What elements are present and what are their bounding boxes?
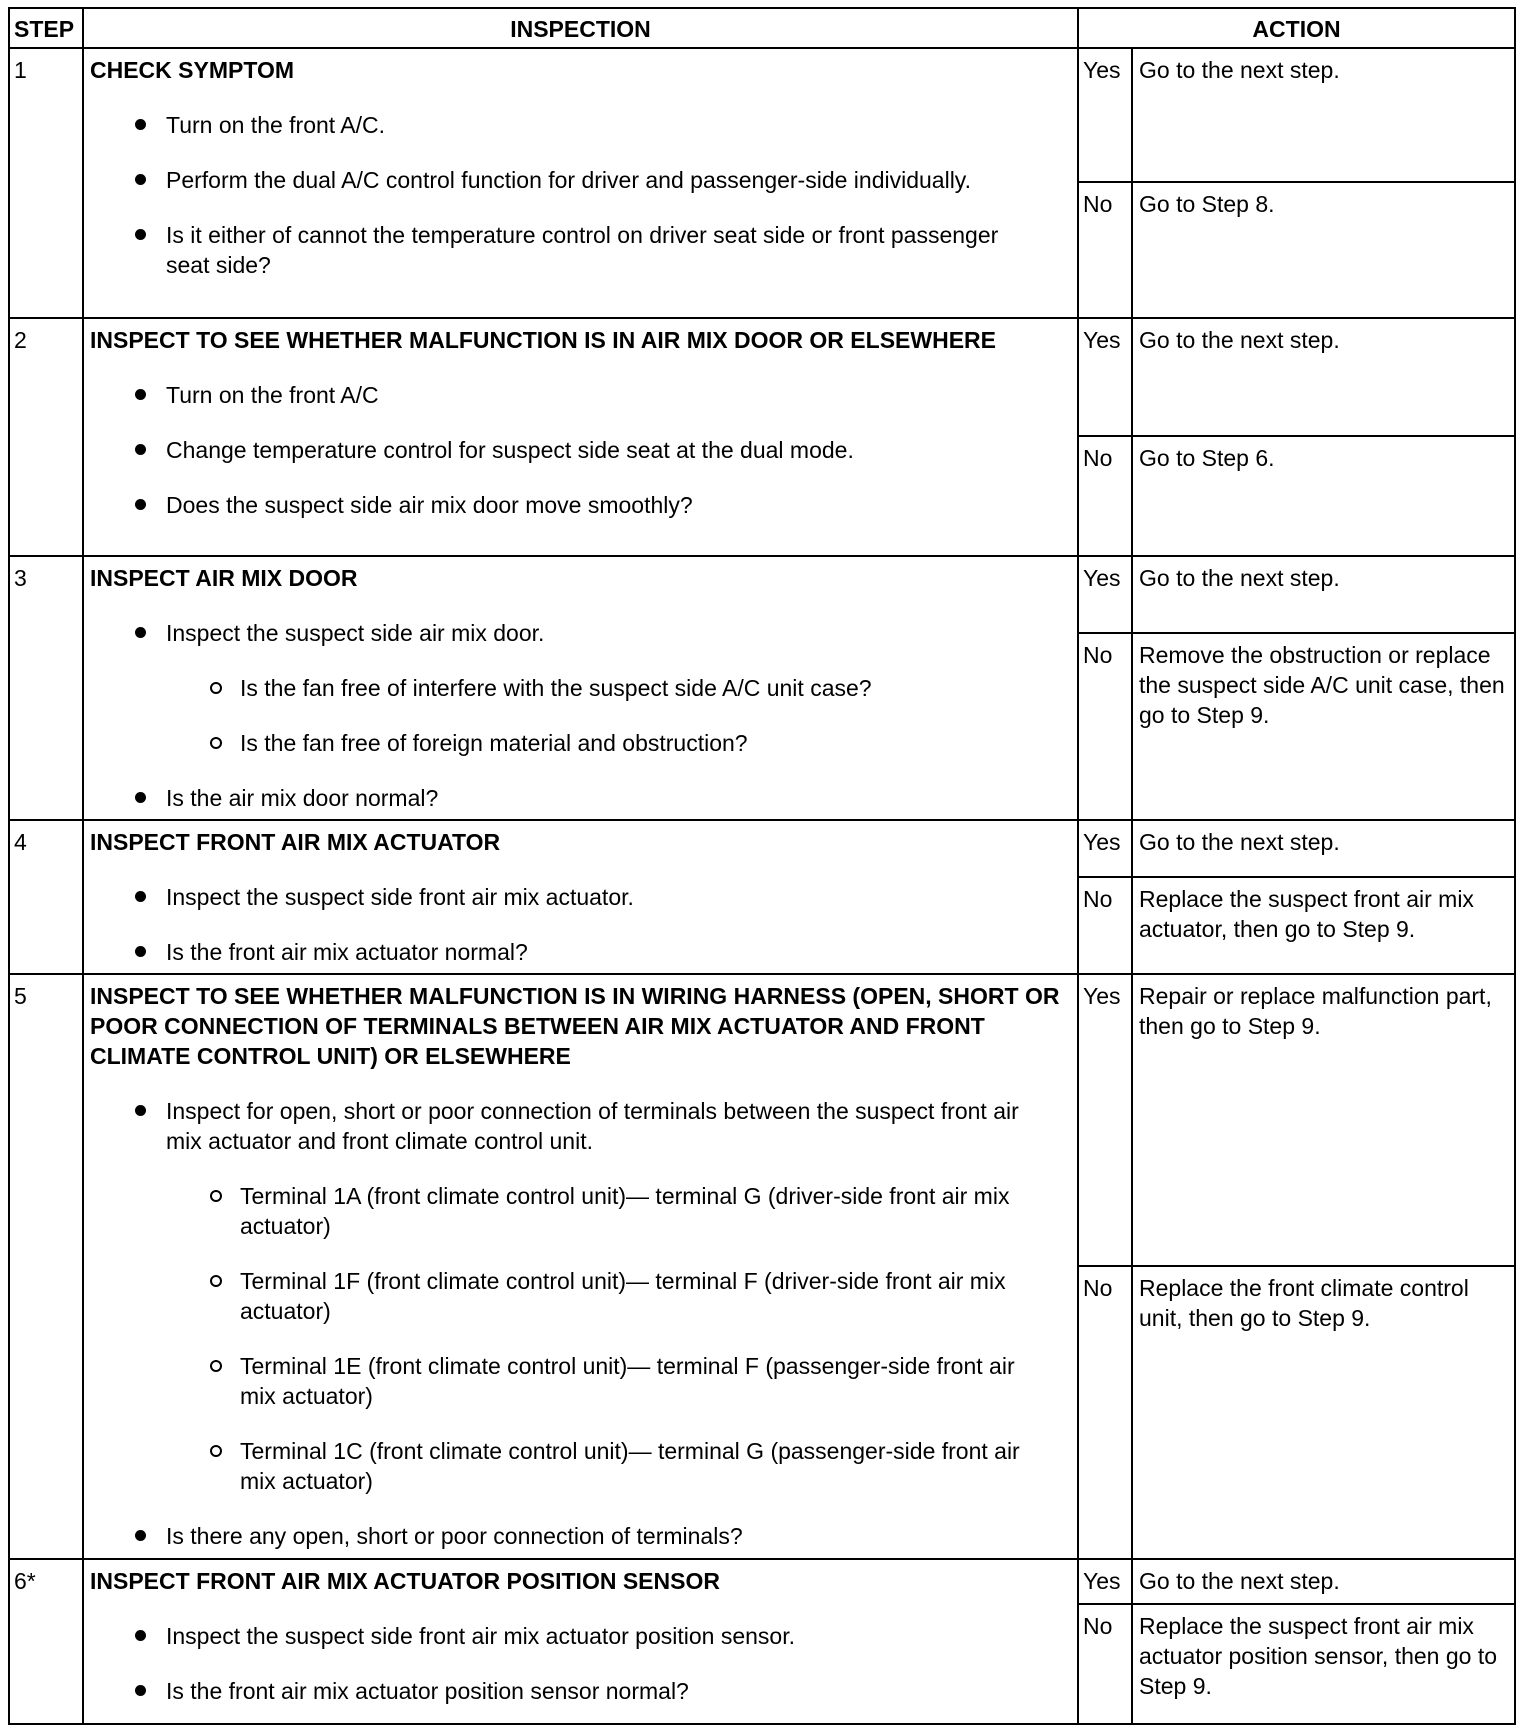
yes-label: Yes <box>1078 318 1132 436</box>
sub-bullet-item: Is the fan free of interfere with the suspect side A/C unit case? <box>90 673 1031 703</box>
yes-action: Go to the next step. <box>1132 820 1515 877</box>
bullet-item: Is it either of cannot the temperature control on driver seat side or front passenger seat side? <box>90 220 1031 280</box>
step-title: INSPECT FRONT AIR MIX ACTUATOR <box>90 829 501 855</box>
yes-action: Go to the next step. <box>1132 318 1515 436</box>
sub-bullet-item: Terminal 1C (front climate control unit)— terminal G (passenger-side front air mix actuator) <box>90 1436 1031 1496</box>
yes-action: Repair or replace malfunction part, then go to Step 9. <box>1132 974 1515 1266</box>
no-action: Replace the suspect front air mix actuator, then go to Step 9. <box>1132 877 1515 974</box>
bullet-item: Change temperature control for suspect side seat at the dual mode. <box>90 435 1031 465</box>
no-action: Replace the suspect front air mix actuator position sensor, then go to Step 9. <box>1132 1604 1515 1724</box>
no-label: No <box>1078 436 1132 556</box>
no-label: No <box>1078 633 1132 820</box>
step-1-yes-row <box>9 48 1515 182</box>
step-3-yes-row <box>9 556 1515 633</box>
step-5-inspection <box>83 974 1078 1559</box>
no-action: Go to Step 6. <box>1132 436 1515 556</box>
action-header: ACTION <box>1078 8 1515 48</box>
bullet-item: Is there any open, short or poor connection of terminals? <box>90 1521 1031 1551</box>
bullet-item: Is the front air mix actuator position sensor normal? <box>90 1676 1031 1706</box>
bullet-item: Turn on the front A/C <box>90 380 1031 410</box>
step-title: INSPECT TO SEE WHETHER MALFUNCTION IS IN AIR MIX DOOR OR ELSEWHERE <box>90 327 996 353</box>
step-title: INSPECT FRONT AIR MIX ACTUATOR POSITION SENSOR <box>90 1568 720 1594</box>
header-row <box>9 8 1515 48</box>
step-4-yes-row <box>9 820 1515 877</box>
step-4-inspection <box>83 820 1078 974</box>
step-1-inspection <box>83 48 1078 318</box>
yes-action: Go to the next step. <box>1132 48 1515 182</box>
no-label: No <box>1078 182 1132 318</box>
step-number: 1 <box>9 48 83 318</box>
bullet-item: Is the front air mix actuator normal? <box>90 937 1031 967</box>
inspection-header: INSPECTION <box>83 8 1078 48</box>
sub-bullet-item: Terminal 1E (front climate control unit)— terminal F (passenger-side front air mix actuator) <box>90 1351 1031 1411</box>
step-number: 4 <box>9 820 83 974</box>
bullet-item: Inspect for open, short or poor connection of terminals between the suspect front air mix actuator and front climate control unit. <box>90 1096 1031 1156</box>
step-2-inspection <box>83 318 1078 556</box>
sub-bullet-item: Terminal 1A (front climate control unit)— terminal G (driver-side front air mix actuator) <box>90 1181 1031 1241</box>
yes-action: Go to the next step. <box>1132 556 1515 633</box>
no-action: Replace the front climate control unit, then go to Step 9. <box>1132 1266 1515 1559</box>
yes-label: Yes <box>1078 48 1132 182</box>
no-label: No <box>1078 1604 1132 1724</box>
step-2-yes-row <box>9 318 1515 436</box>
sub-bullet-item: Is the fan free of foreign material and obstruction? <box>90 728 1031 758</box>
no-label: No <box>1078 1266 1132 1559</box>
bullet-item: Inspect the suspect side front air mix actuator. <box>90 882 1031 912</box>
bullet-item: Turn on the front A/C. <box>90 110 1031 140</box>
step-3-inspection <box>83 556 1078 820</box>
yes-action: Go to the next step. <box>1132 1559 1515 1604</box>
step-5-yes-row <box>9 974 1515 1266</box>
step-6-yes-row <box>9 1559 1515 1604</box>
bullet-item: Does the suspect side air mix door move smoothly? <box>90 490 1031 520</box>
step-title: CHECK SYMPTOM <box>90 57 295 83</box>
step-header: STEP <box>9 8 83 48</box>
bullet-item: Inspect the suspect side air mix door. <box>90 618 1031 648</box>
step-6-inspection <box>83 1559 1078 1724</box>
step-title: INSPECT TO SEE WHETHER MALFUNCTION IS IN WIRING HARNESS (OPEN, SHORT OR POOR CONNECTION OF TERMINALS BETWEEN AIR MIX ACTUATOR AND FRONT CLIMATE CONTROL UNIT) OR ELSEWHERE <box>90 983 1060 1069</box>
no-action: Remove the obstruction or replace the suspect side A/C unit case, then go to Step 9. <box>1132 633 1515 820</box>
no-action: Go to Step 8. <box>1132 182 1515 318</box>
bullet-item: Is the air mix door normal? <box>90 783 1031 813</box>
step-title: INSPECT AIR MIX DOOR <box>90 565 358 591</box>
yes-label: Yes <box>1078 556 1132 633</box>
bullet-item: Perform the dual A/C control function for driver and passenger-side individually. <box>90 165 1031 195</box>
diagnostic-table <box>8 7 1516 1725</box>
sub-bullet-item: Terminal 1F (front climate control unit)— terminal F (driver-side front air mix actuator) <box>90 1266 1031 1326</box>
no-label: No <box>1078 877 1132 974</box>
yes-label: Yes <box>1078 1559 1132 1604</box>
step-number: 3 <box>9 556 83 820</box>
step-number: 6* <box>9 1559 83 1724</box>
step-number: 5 <box>9 974 83 1559</box>
bullet-item: Inspect the suspect side front air mix actuator position sensor. <box>90 1621 1031 1651</box>
yes-label: Yes <box>1078 820 1132 877</box>
step-number: 2 <box>9 318 83 556</box>
yes-label: Yes <box>1078 974 1132 1266</box>
